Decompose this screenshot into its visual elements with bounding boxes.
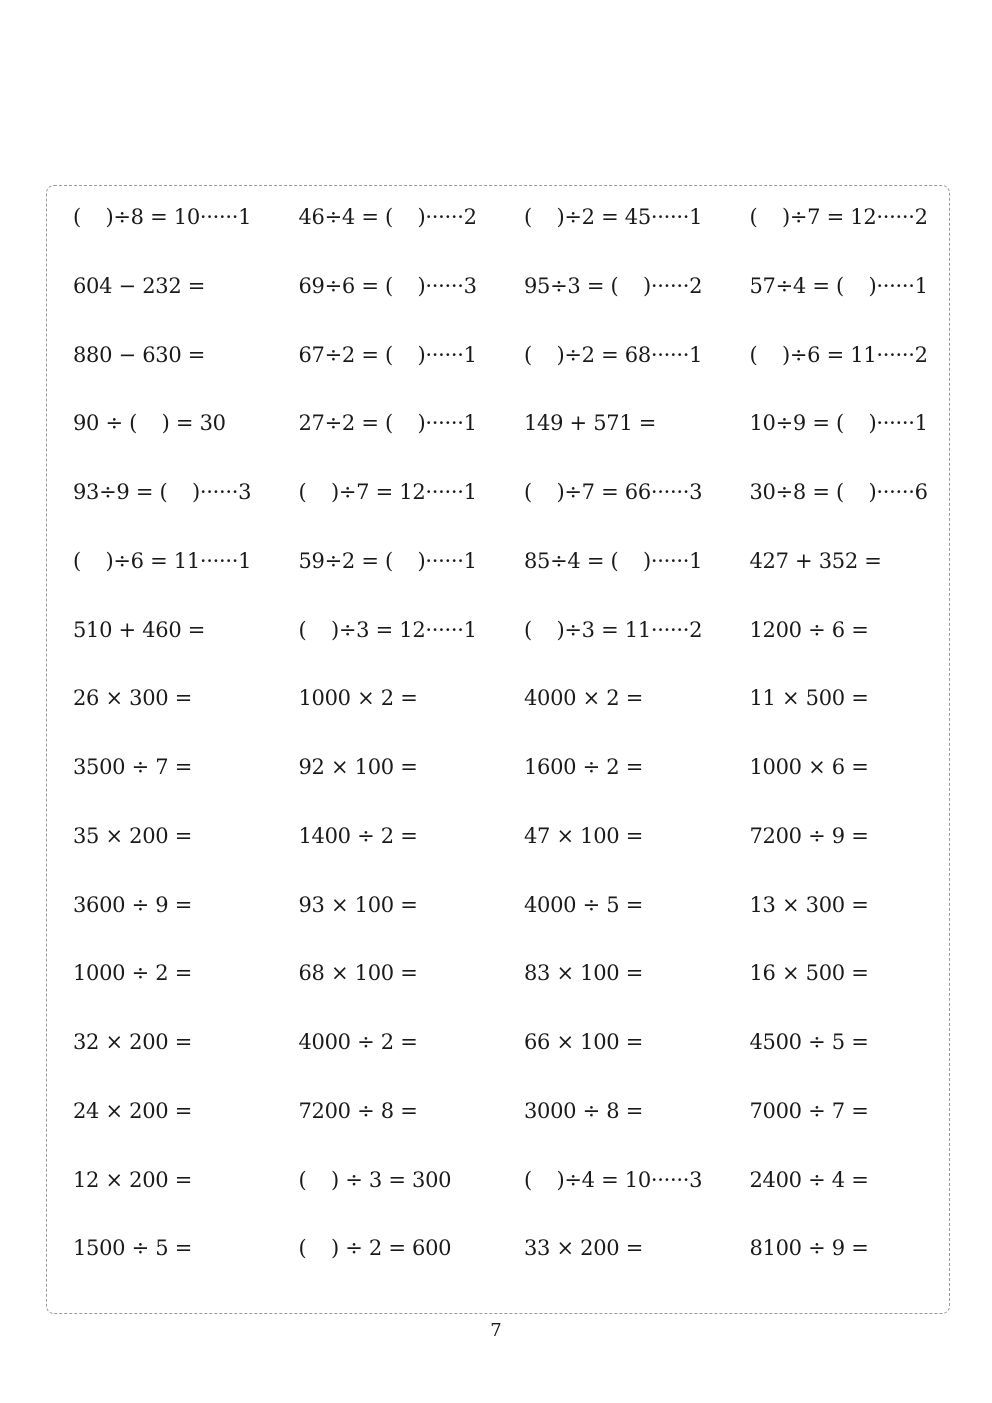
arithmetic-problem: ( )÷8 = 10······1	[73, 205, 252, 229]
arithmetic-problem: 16 × 500 =	[749, 961, 869, 986]
arithmetic-problem: 27÷2 = ( )······1	[298, 411, 477, 436]
arithmetic-problem: 85÷4 = ( )······1	[524, 548, 703, 573]
arithmetic-problem: 47 × 100 =	[524, 823, 644, 848]
arithmetic-problem: 12 × 200 =	[73, 1167, 193, 1192]
problem-row	[73, 197, 950, 237]
arithmetic-problem: 46÷4 = ( )······2	[298, 205, 477, 229]
arithmetic-problem: 90 ÷ ( ) = 30	[73, 411, 226, 436]
arithmetic-problem: ( )÷2 = 45······1	[524, 205, 703, 229]
arithmetic-problem: 3600 ÷ 9 =	[73, 892, 193, 917]
arithmetic-problem: 1200 ÷ 6 =	[749, 617, 869, 642]
problem-row	[73, 1228, 950, 1268]
page-number: 7	[490, 1320, 502, 1341]
arithmetic-problem: 66 × 100 =	[524, 1030, 644, 1054]
arithmetic-problem: 59÷2 = ( )······1	[298, 548, 477, 573]
arithmetic-problem: 880 − 630 =	[73, 342, 206, 367]
arithmetic-problem: 604 − 232 =	[73, 273, 206, 298]
arithmetic-problem: 4000 ÷ 5 =	[524, 892, 644, 917]
arithmetic-problem: ( )÷7 = 12······1	[298, 480, 477, 504]
arithmetic-problem: 10÷9 = ( )······1	[749, 411, 928, 436]
arithmetic-problem: 68 × 100 =	[298, 961, 418, 986]
arithmetic-problem: 510 + 460 =	[73, 617, 206, 642]
arithmetic-problem: 1400 ÷ 2 =	[298, 823, 418, 848]
arithmetic-problem: 32 × 200 =	[73, 1030, 193, 1054]
arithmetic-problem: 13 × 300 =	[749, 892, 869, 917]
arithmetic-problem: 4500 ÷ 5 =	[749, 1030, 869, 1054]
arithmetic-problem: 3000 ÷ 8 =	[524, 1098, 644, 1123]
arithmetic-problem: ( )÷3 = 11······2	[524, 617, 703, 642]
arithmetic-problem: 57÷4 = ( )······1	[749, 273, 928, 298]
arithmetic-problem: ( )÷6 = 11······1	[73, 548, 252, 573]
problem-row	[73, 335, 950, 375]
problem-row	[73, 885, 950, 925]
problem-row	[73, 747, 950, 787]
arithmetic-problem: 149 + 571 =	[524, 411, 657, 436]
problem-row	[73, 403, 950, 443]
arithmetic-problem: 7200 ÷ 8 =	[298, 1098, 418, 1123]
arithmetic-problem: 95÷3 = ( )······2	[524, 273, 703, 298]
arithmetic-problem: 93÷9 = ( )······3	[73, 480, 252, 504]
arithmetic-problem: 1000 ÷ 2 =	[73, 961, 193, 986]
problem-row	[73, 541, 950, 581]
arithmetic-problem: ( )÷7 = 12······2	[749, 205, 928, 229]
arithmetic-problem: ( ) ÷ 3 = 300	[298, 1167, 452, 1192]
arithmetic-problem: 1500 ÷ 5 =	[73, 1236, 193, 1261]
arithmetic-problem: ( ) ÷ 2 = 600	[298, 1236, 452, 1261]
arithmetic-problem: 7000 ÷ 7 =	[749, 1098, 869, 1123]
problem-row	[73, 1091, 950, 1131]
problem-row	[73, 472, 950, 512]
problem-grid	[73, 186, 949, 1313]
arithmetic-problem: 30÷8 = ( )······6	[749, 480, 928, 504]
problem-row	[73, 1160, 950, 1200]
arithmetic-problem: 11 × 500 =	[749, 686, 869, 711]
arithmetic-problem: 3500 ÷ 7 =	[73, 755, 193, 779]
problem-row	[73, 266, 950, 306]
arithmetic-problem: 4000 × 2 =	[524, 686, 644, 711]
arithmetic-problem: 35 × 200 =	[73, 823, 193, 848]
arithmetic-problem: 24 × 200 =	[73, 1098, 193, 1123]
arithmetic-problem: ( )÷2 = 68······1	[524, 342, 703, 367]
arithmetic-problem: ( )÷6 = 11······2	[749, 342, 928, 367]
arithmetic-problem: 26 × 300 =	[73, 686, 193, 711]
arithmetic-problem: 4000 ÷ 2 =	[298, 1030, 418, 1054]
arithmetic-problem: 33 × 200 =	[524, 1236, 644, 1261]
problem-row	[73, 610, 950, 650]
arithmetic-problem: ( )÷7 = 66······3	[524, 480, 703, 504]
arithmetic-problem: 83 × 100 =	[524, 961, 644, 986]
arithmetic-problem: ( )÷4 = 10······3	[524, 1167, 703, 1192]
problem-row	[73, 678, 950, 718]
arithmetic-problem: 2400 ÷ 4 =	[749, 1167, 869, 1192]
problem-row	[73, 1022, 950, 1062]
arithmetic-problem: 7200 ÷ 9 =	[749, 823, 869, 848]
arithmetic-problem: 92 × 100 =	[298, 755, 418, 779]
arithmetic-problem: 1600 ÷ 2 =	[524, 755, 644, 779]
problem-row	[73, 816, 950, 856]
arithmetic-problem: 8100 ÷ 9 =	[749, 1236, 869, 1261]
arithmetic-problem: 93 × 100 =	[298, 892, 418, 917]
problem-row	[73, 953, 950, 993]
arithmetic-problem: 1000 × 2 =	[298, 686, 418, 711]
arithmetic-problem: 1000 × 6 =	[749, 755, 869, 779]
arithmetic-problem: 69÷6 = ( )······3	[298, 273, 477, 298]
arithmetic-problem: 67÷2 = ( )······1	[298, 342, 477, 367]
arithmetic-problem: 427 + 352 =	[749, 548, 882, 573]
worksheet-frame	[46, 185, 950, 1314]
arithmetic-problem: ( )÷3 = 12······1	[298, 617, 477, 642]
